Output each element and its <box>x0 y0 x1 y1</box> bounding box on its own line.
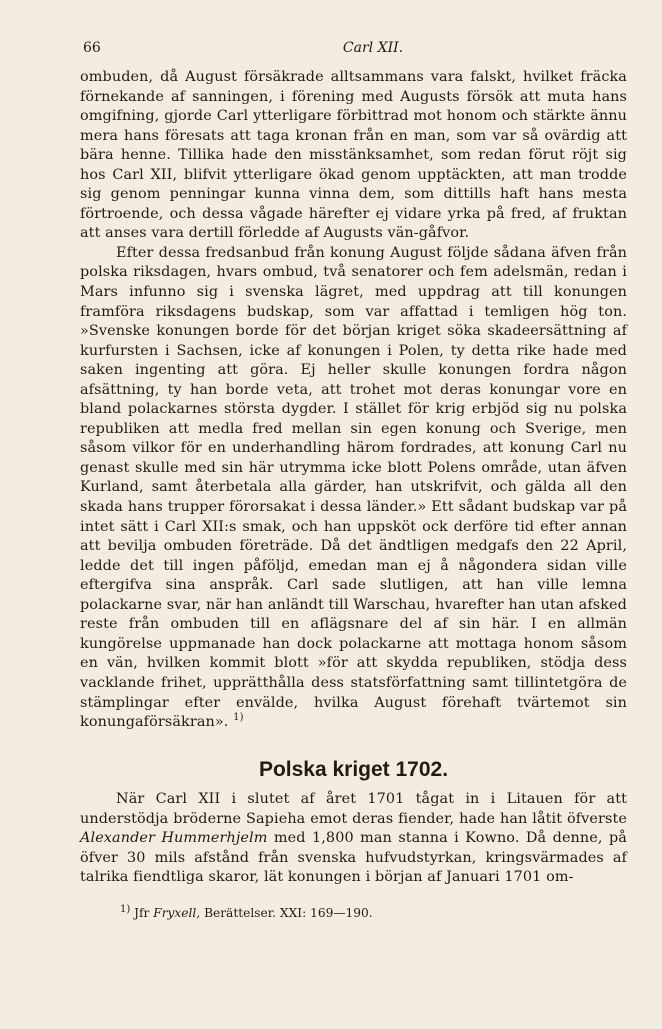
person-name: Alexander Hummerhjelm <box>80 830 268 847</box>
paragraph-3-start: När Carl XII i slutet af året 1701 tågat in i Litauen för att understödja bröderne Sapieha emot deras fiender, hade han låtit öfverste <box>80 791 627 827</box>
page-number: 66 <box>83 40 101 56</box>
footnote-author: Fryxell, <box>153 906 201 920</box>
section-text <box>80 790 627 888</box>
page-header <box>80 40 626 60</box>
running-title: Carl XII. <box>342 40 404 56</box>
paragraph-2 <box>80 244 627 733</box>
paragraph-3-end: med 1,800 man stanna i Kowno. Då denne, på öfver 30 mils afstånd från svenska hufvudstyrkan, kringsvärmades af talrika fiendtliga skaror, lät konungen i början af Januari 1701 om- <box>80 830 627 886</box>
footnote-source: Berättelser. XXI: 169—190. <box>204 906 373 920</box>
main-text <box>80 68 627 733</box>
footnote <box>120 903 620 920</box>
footnote-prefix: Jfr <box>134 906 150 920</box>
footnote-reference: 1) <box>233 712 244 724</box>
paragraph-2-text: Efter dessa fredsanbud från konung August följde sådana äfven från polska riksdagen, hvars ombud, två senatorer och fem adelsmän, redan i Mars infunno sig i svenska lägret, med uppdrag att till konungen framföra riksdagens budskap, som var affattad i temligen hög ton. »Svenske konungen borde för det början kriget söka skadeersättning af kurfursten i Sachsen, icke af konungen i Polen, ty detta rike hade med saken ingenting att göra. Ej heller skulle konungen fordra någon afsättning, ty han borde veta, att trohet mot deras konungar vore en bland polackarnes största dygder. I stället för krig erbjöd sig nu polska republiken att medla fred mellan sin egen konung och Sverige, men såsom vilkor för en underhandling härom fordrades, att konung Carl nu genast skulle med sin här utrymma icke blott Polens område, utan äfven Kurland, samt återbetala alla gärder, han utskrifvit, och gälda all den skada hans trupper förorsakat i dessa länder.» Ett sådant budskap var på intet sätt i Carl XII:s smak, och han uppsköt ock derföre tid efter annan att bevilja ombuden företräde. Då det ändtligen medgafs den 22 April, ledde det till ingen påföljd, emedan man ej å någondera sidan ville eftergifva sina anspråk. Carl sade slutligen, att han ville lemna polackarne svar, när han anländt till Warschau, hvarefter han utan afsked reste från ombuden till en aflägsnare del af sin här. I en allmän kungörelse uppmanade han dock polackarne att mottaga honom såsom en vän, hvilken kommit blott »för att skydda republiken, stödja dess vacklande frihet, upprätthålla dess statsförfattning samt tillintetgöra de stämplingar efter envälde, hvilka August förehaft tvärtemot sin konungaförsäkran». <box>80 244 627 731</box>
section-title: Polska kriget 1702. <box>258 758 449 781</box>
paragraph-1: ombuden, då August försäkrade alltsammans vara falskt, hvilket fräcka förnekande af sanningen, i förening med Augusts försök att muta hans omgifning, gjorde Carl ytterligare förbittrad mot honom och stärkte ännu mera hans föresats att taga kronan från en man, som var så ovärdig att bära henne. Tillika hade den misstänksamhet, som redan förut röjt sig hos Carl XII, blifvit ytterligare ökad genom upptäckten, att man trodde sig genom penningar kunna vinna dem, som dittills haft hans mesta förtroende, och dessa vågade härefter ej vidare yrka på fred, af fruktan att anses vara dertill förledde af Augusts vän-gåfvor. <box>80 69 627 242</box>
footnote-marker: 1) <box>120 903 131 915</box>
paragraph-3 <box>80 790 627 888</box>
